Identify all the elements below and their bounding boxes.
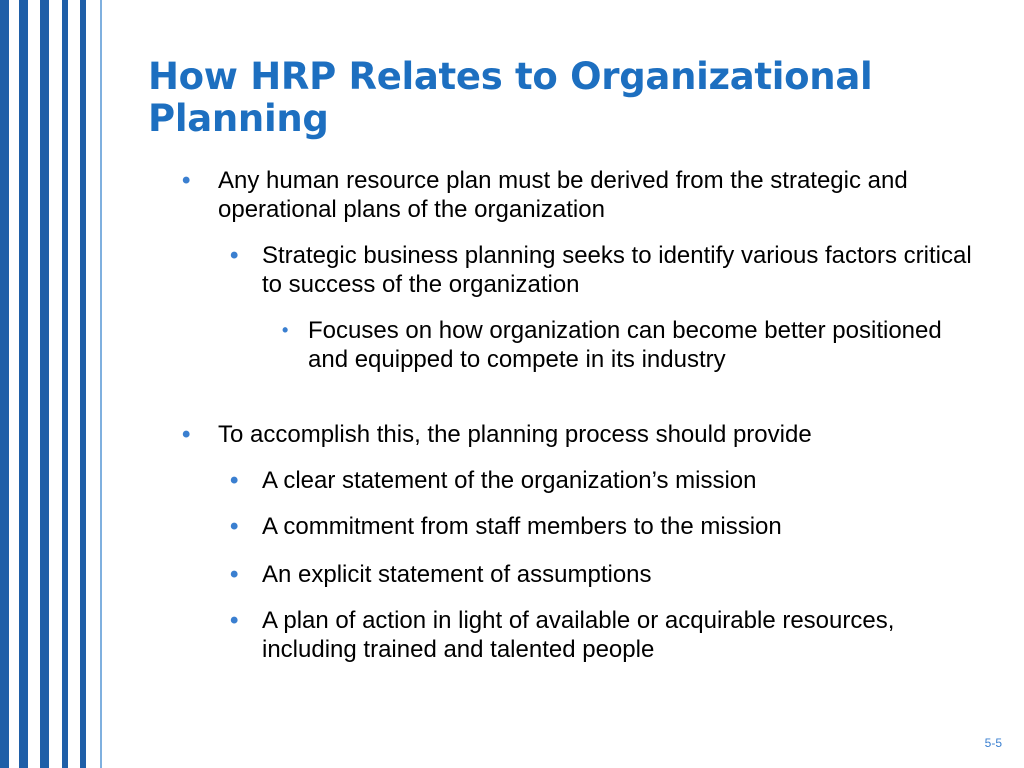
bullet-dot-icon: • [230, 561, 239, 588]
bullet-dot-icon: • [230, 513, 239, 540]
bullet-text: A clear statement of the organization’s mission [262, 467, 757, 494]
bullet-item [230, 512, 972, 541]
bullet-text: Any human resource plan must be derived from the strategic and operational plans of the organization [218, 167, 908, 223]
bullet-text: An explicit statement of assumptions [262, 561, 652, 588]
bullet-dot-icon: • [282, 320, 289, 340]
bullet-item [182, 166, 978, 224]
bullet-item [230, 560, 972, 589]
bullet-text: To accomplish this, the planning process should provide [218, 421, 812, 448]
bullet-text: A commitment from staff members to the mission [262, 513, 782, 540]
bullet-item [230, 241, 972, 299]
bullet-dot-icon: • [230, 607, 239, 634]
slide-title: How HRP Relates to Organizational Planning [148, 55, 873, 140]
bullet-dot-icon: • [230, 242, 239, 269]
bullet-dot-icon: • [230, 467, 239, 494]
bullet-item [282, 316, 968, 374]
bullet-dot-icon: • [182, 167, 191, 194]
bullet-text: Focuses on how organization can become better positioned and equipped to compete in its industry [308, 317, 942, 373]
bullet-text: Strategic business planning seeks to identify various factors critical to success of the organization [262, 242, 972, 298]
bullet-item [230, 466, 972, 495]
bullet-item [230, 606, 972, 664]
bullet-item [182, 420, 998, 449]
bullet-dot-icon: • [182, 421, 191, 448]
slide-number: 5-5 [984, 736, 1002, 750]
bullet-text: A plan of action in light of available or acquirable resources, including trained and talented people [262, 607, 895, 663]
